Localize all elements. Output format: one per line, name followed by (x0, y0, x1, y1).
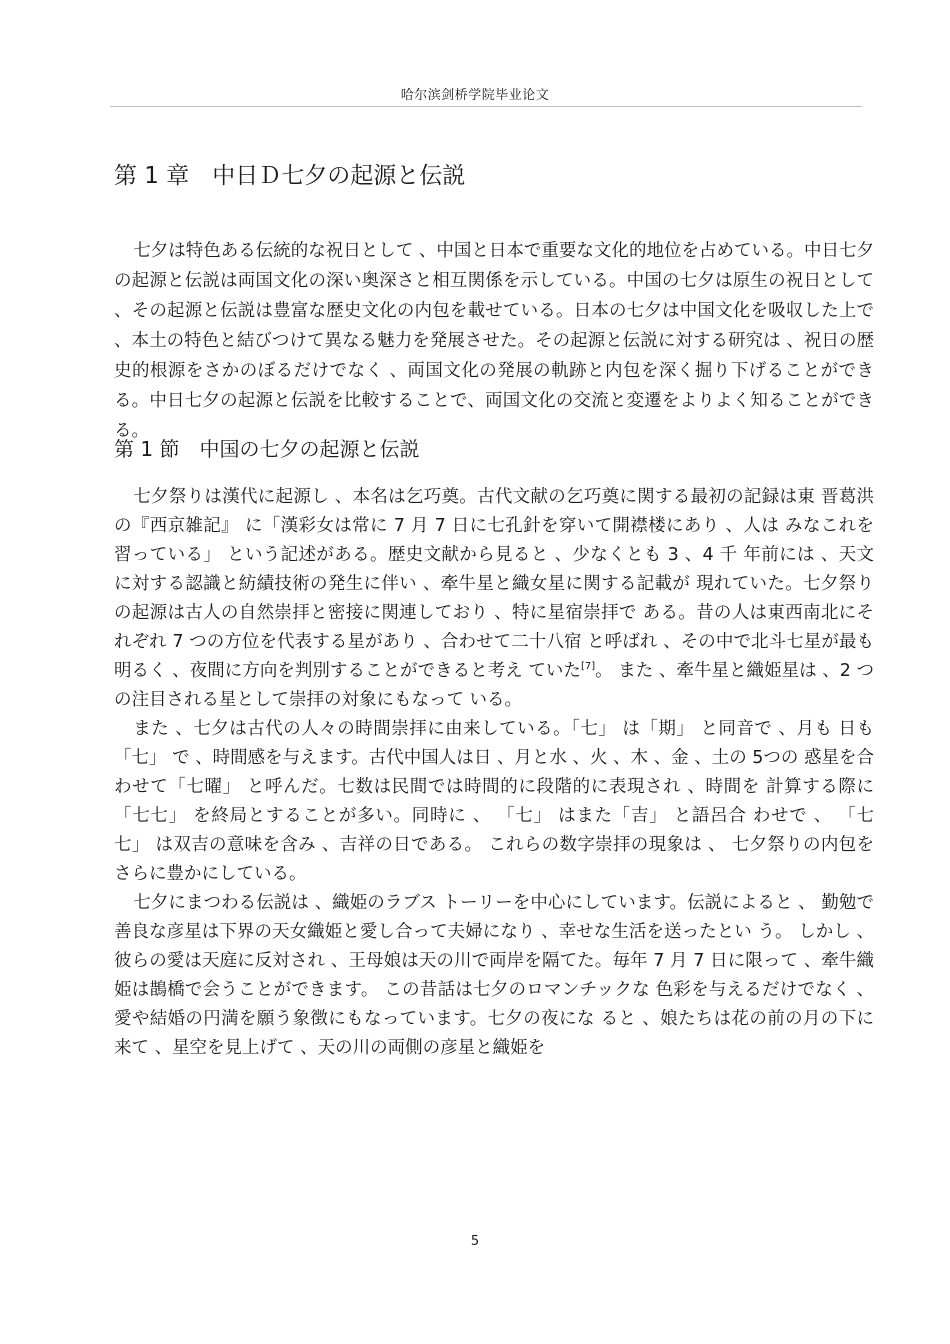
paragraph-time-worship: また 、七夕は古代の人々の時間崇拝に由来している。「七」 は「期」 と同音で 、月も 日も「七」 で 、時間感を与えます。古代中国人は日 、月と水 、火 、木 、金 、土の 5つの 惑星を合わせて「七曜」 と呼んだ。七数は民間では時間的に段階的に表現され 、時間を 計算する際に「七七」 を終局とすることが多い。同時に 、 「七」 はまた「吉」 と語呂合 わせで 、 「七七」 は双吉の意味を含み 、吉祥の日である。 これらの数字崇拝の現象は 、 七夕祭りの内包をさらに豊かにしている。 (114, 719, 874, 884)
page-number: 5 (470, 1234, 480, 1249)
paragraph-legend: 七夕にまつわる伝説は 、織姫のラブス トーリーを中心にしています。伝説によると 、 勤勉で善良な彦星は下界の天女織姫と愛し合って夫婦になり 、幸せな生活を送ったとい う。 しかし 、彼らの愛は天庭に反対され 、王母娘は天の川で両岸を隔てた。毎年 7 月 7 日に限って 、牽牛織姫は鵲橋で会うことができます。 この昔話は七夕のロマンチックな 色彩を与えるだけでなく 、愛や結婚の円満を願う象徴にもなっています。七夕の夜にな ると 、娘たちは花の前の月の下に来て 、星空を見上げて 、天の川の両側の彦星と織姫を (114, 893, 874, 1058)
paragraph-origin-text-cont: 。 また 、牽牛星と織姫星は 、2 つの注目される星として崇拝の対象にもなって いる。 (114, 661, 875, 710)
section-body (114, 483, 874, 1063)
citation-ref: [7] (580, 661, 596, 673)
header-divider (110, 106, 862, 107)
page-header: 哈尔滨剑桥学院毕业论文 (400, 88, 550, 103)
section-title: 第 1 節 中国の七夕の起源と伝説 (114, 437, 420, 461)
paragraph-origin-text: 七夕祭りは漢代に起源し 、本名は乞巧奠。古代文献の乞巧奠に関する最初の記録は東 晋葛洪の『西京雑記』 に「漢彩女は常に 7 月 7 日に七孔針を穿いて開襟楼にあり 、人は みなこれを習っている」 という記述がある。歴史文献から見ると 、少なくとも 3 、4 千 年前には 、天文に対する認識と紡績技術の発生に伴い 、牽牛星と織女星に関する記載が 現れていた。七夕祭りの起源は古人の自然崇拝と密接に関連しており 、特に星宿崇拝で ある。昔の人は東西南北にそれぞれ 7 つの方位を代表する星があり 、合わせて二十八宿 と呼ばれ 、その中で北斗七星が最も明るく 、夜間に方向を判別することができると考え ていた (114, 487, 874, 681)
chapter-title: 第 1 章 中日Ｄ七夕の起源と伝説 (114, 163, 466, 189)
paragraph-origin (114, 483, 874, 715)
intro-block (114, 236, 874, 446)
intro-paragraph: 七夕は特色ある伝統的な祝日として 、中国と日本で重要な文化的地位を占めている。中日七夕の起源と伝説は両国文化の深い奥深さと相互関係を示している。中国の七夕は原生の祝日として 、その起源と伝説は豊富な歴史文化の内包を載せている。日本の七夕は中国文化を吸収した上で 、本土の特色と結びつけて異なる魅力を発展させた。その起源と伝説に対する研究は 、祝日の歴史的根源をさかのぼるだけでなく 、両国文化の発展の軌跡と内包を深く掘り下げることができる。中日七夕の起源と伝説を比較することで、両国文化の交流と変遷をよりよく知ることができる。 (114, 241, 874, 441)
